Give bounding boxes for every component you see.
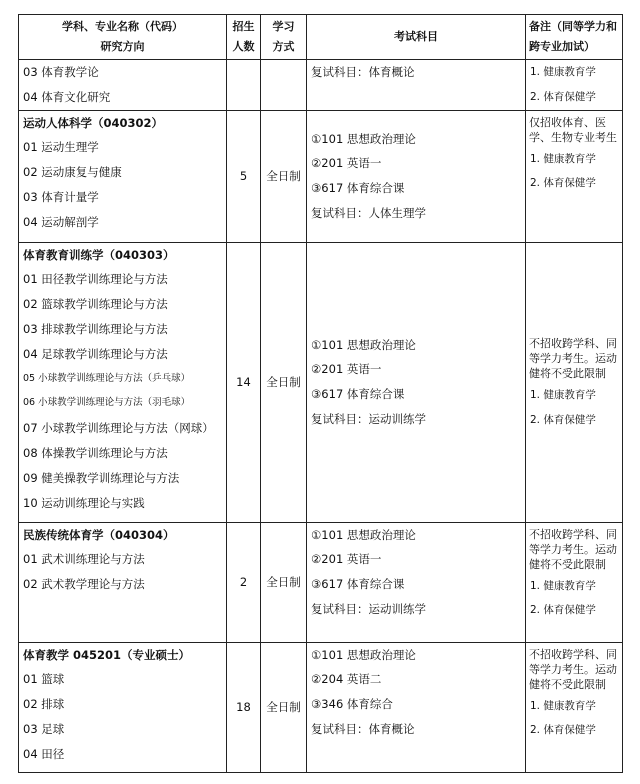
remark-item: 2. 体育保健学	[530, 604, 596, 617]
direction-item: 03 体育计量学	[23, 189, 99, 204]
direction-cell	[19, 110, 227, 242]
remark-cell	[526, 110, 623, 242]
direction-item: 02 排球	[23, 697, 65, 712]
program-title: 民族传统体育学（040304）	[23, 527, 175, 542]
admissions-table	[18, 14, 623, 773]
remark-note: 不招收跨学科、同等学力考生。运动健将不受此限制	[529, 336, 617, 380]
remark-item: 1. 健康教育学	[530, 699, 596, 712]
remark-cell	[526, 642, 623, 772]
remark-item: 2. 体育保健学	[530, 90, 596, 103]
exam-cell	[307, 522, 526, 642]
direction-item: 03 足球	[23, 721, 65, 736]
exam-cell	[307, 242, 526, 522]
remark-note: 不招收跨学科、同等学力考生。运动健将不受此限制	[529, 527, 617, 571]
count-cell: 5	[227, 110, 261, 242]
remark-item: 1. 健康教育学	[530, 152, 596, 165]
program-title: 运动人体科学（040302）	[23, 115, 164, 130]
header-remark-line2: 跨专业加试）	[529, 40, 595, 53]
mode-cell	[261, 60, 307, 111]
header-enroll-line1: 招生	[232, 20, 255, 33]
direction-item: 04 田径	[23, 746, 65, 761]
exam-cell	[307, 60, 526, 111]
header-exam	[307, 15, 526, 60]
remark-item: 1. 健康教育学	[530, 388, 596, 401]
table-row-program	[19, 522, 623, 642]
direction-cell	[19, 60, 227, 111]
program-title: 体育教学 045201（专业硕士）	[23, 647, 191, 662]
exam-item: 复试科目：人体生理学	[311, 205, 426, 220]
exam-item: ③617 体育综合课	[311, 387, 405, 402]
direction-item: 01 武术训练理论与方法	[23, 552, 145, 567]
exam-item: ②201 英语一	[311, 552, 382, 567]
exam-item: ②201 英语一	[311, 156, 382, 171]
exam-cell	[307, 110, 526, 242]
exam-item: ①101 思想政治理论	[311, 337, 416, 352]
remark-note: 不招收跨学科、同等学力考生。运动健将不受此限制	[529, 647, 617, 691]
header-row	[19, 15, 623, 60]
exam-item: ②201 英语一	[311, 362, 382, 377]
table-row-program	[19, 242, 623, 522]
mode-cell: 全日制	[261, 642, 307, 772]
direction-item: 04 运动解剖学	[23, 214, 99, 229]
table-row-continuation	[19, 60, 623, 111]
count-cell: 14	[227, 242, 261, 522]
table-row-program	[19, 642, 623, 772]
remark-item: 1. 健康教育学	[530, 579, 596, 592]
exam-item: ①101 思想政治理论	[311, 527, 416, 542]
remark-item: 2. 体育保健学	[530, 413, 596, 426]
direction-item: 04 体育文化研究	[23, 89, 111, 104]
header-exam-label: 考试科目	[394, 30, 438, 43]
direction-item: 08 体操教学训练理论与方法	[23, 445, 168, 460]
direction-item: 03 排球教学训练理论与方法	[23, 321, 168, 336]
direction-item: 01 篮球	[23, 672, 65, 687]
remark-item: 1. 健康教育学	[530, 66, 596, 78]
direction-item: 01 运动生理学	[23, 140, 99, 155]
header-direction-line2: 研究方向	[100, 40, 145, 53]
count-cell: 18	[227, 642, 261, 772]
exam-item: 复试科目：体育概论	[311, 65, 415, 79]
direction-item: 02 运动康复与健康	[23, 165, 122, 180]
direction-item: 09 健美操教学训练理论与方法	[23, 470, 180, 485]
direction-item: 06 小球教学训练理论与方法（羽毛球）	[23, 397, 191, 409]
exam-item: 复试科目：运动训练学	[311, 601, 426, 616]
mode-cell: 全日制	[261, 522, 307, 642]
header-remark-line1: 备注（同等学力和	[529, 20, 617, 33]
header-subject-line1: 学科、专业名称（代码）	[62, 20, 183, 33]
mode-cell: 全日制	[261, 110, 307, 242]
remark-note: 仅招收体育、医学、生物专业考生	[529, 115, 617, 144]
remark-cell	[526, 242, 623, 522]
header-subject	[19, 15, 227, 60]
direction-item: 05 小球教学训练理论与方法（乒乓球）	[23, 372, 191, 384]
header-mode	[261, 15, 307, 60]
mode-cell: 全日制	[261, 242, 307, 522]
remark-cell	[526, 522, 623, 642]
count-cell: 2	[227, 522, 261, 642]
direction-cell	[19, 522, 227, 642]
direction-cell	[19, 242, 227, 522]
table-row-program	[19, 110, 623, 242]
direction-item: 07 小球教学训练理论与方法（网球）	[23, 421, 214, 436]
direction-item: 02 武术教学理论与方法	[23, 577, 145, 592]
direction-item: 02 篮球教学训练理论与方法	[23, 297, 168, 312]
exam-item: ③617 体育综合课	[311, 181, 405, 196]
exam-item: ①101 思想政治理论	[311, 647, 416, 662]
exam-item: ②204 英语二	[311, 672, 382, 687]
count-cell	[227, 60, 261, 111]
header-remark	[526, 15, 623, 60]
remark-item: 2. 体育保健学	[530, 177, 596, 190]
exam-item: ①101 思想政治理论	[311, 131, 416, 146]
direction-item: 03 体育教学论	[23, 65, 99, 79]
exam-cell	[307, 642, 526, 772]
direction-item: 01 田径教学训练理论与方法	[23, 272, 168, 287]
exam-item: ③346 体育综合	[311, 697, 393, 712]
remark-cell	[526, 60, 623, 111]
direction-item: 04 足球教学训练理论与方法	[23, 346, 168, 361]
direction-cell	[19, 642, 227, 772]
exam-item: 复试科目：运动训练学	[311, 411, 426, 426]
exam-item: ③617 体育综合课	[311, 577, 405, 592]
header-enroll	[227, 15, 261, 60]
header-mode-line1: 学习	[272, 20, 295, 33]
header-mode-line2: 方式	[272, 40, 295, 53]
remark-item: 2. 体育保健学	[530, 724, 596, 737]
direction-item: 10 运动训练理论与实践	[23, 495, 145, 510]
exam-item: 复试科目：体育概论	[311, 721, 415, 736]
program-title: 体育教育训练学（040303）	[23, 247, 175, 262]
admissions-table-page	[18, 14, 622, 778]
header-enroll-line2: 人数	[232, 40, 255, 53]
